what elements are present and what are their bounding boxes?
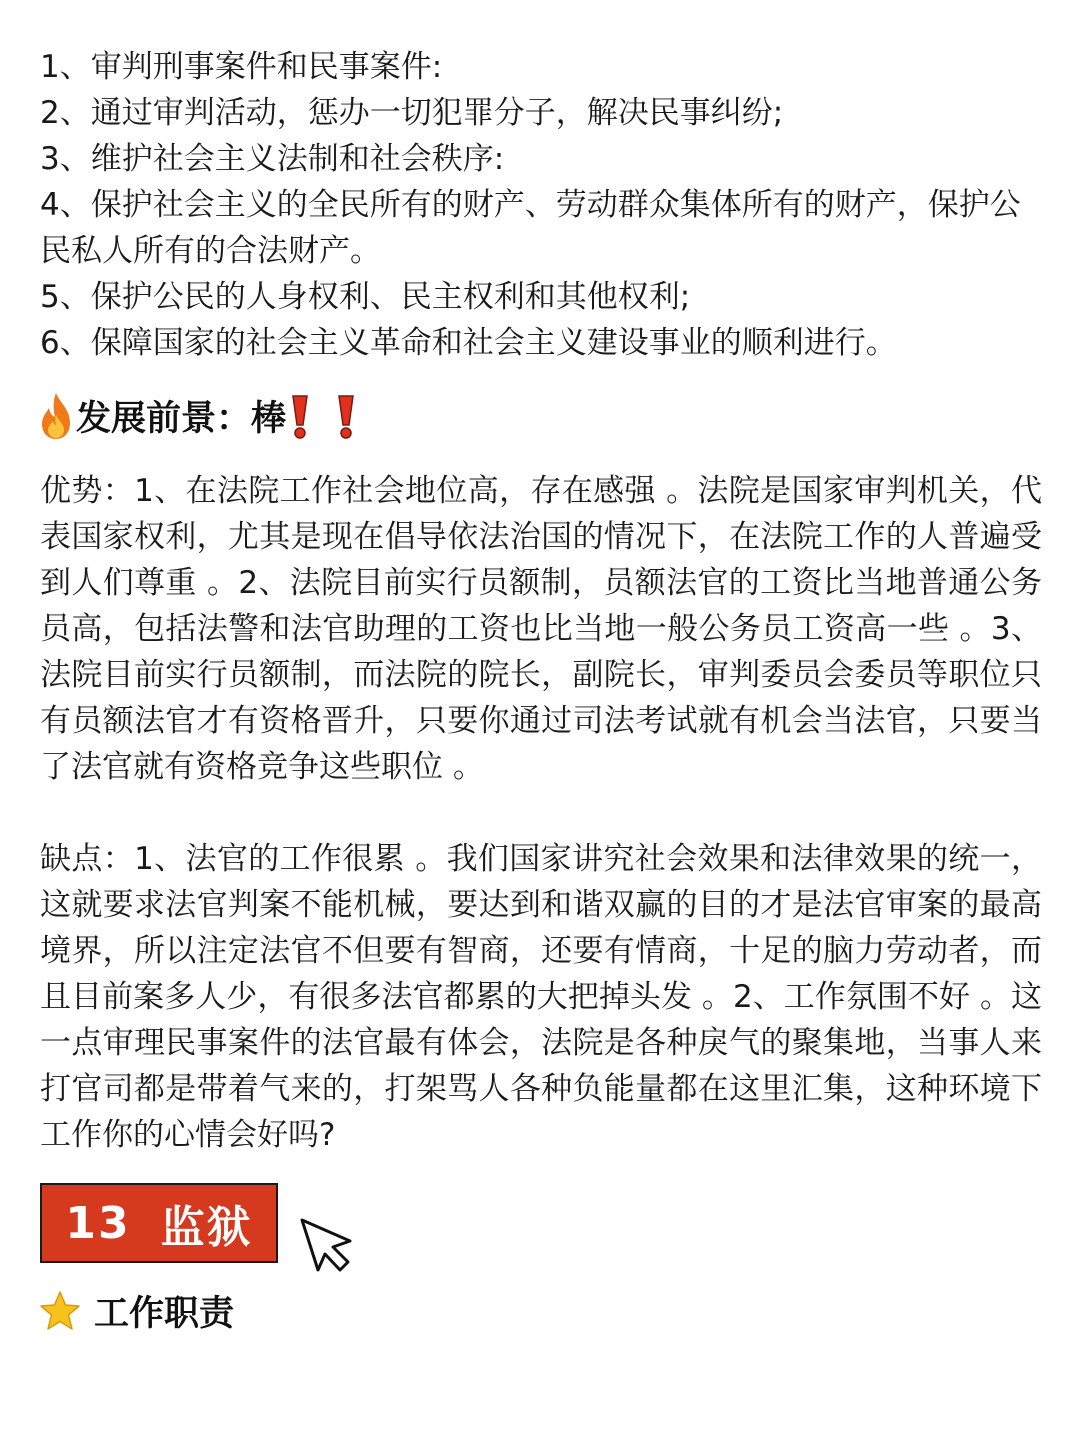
duties-sub-heading	[38, 1286, 234, 1336]
advantages-paragraph: 优势：1、在法院工作社会地位高，存在感强 。法院是国家审判机关，代表国家权利，尤其是现在倡导依法治国的情况下，在法院工作的人普遍受到人们尊重 。2、法院目前实行员额制，员额法官的工资比当地普通公务员高，包括法警和法官助理的工资也比当地一般公务员工资高一些 。3、法院目前实行员额制，而法院的院长，副院长，审判委员会委员等职位只有员额法官才有资格晋升，只要你通过司法考试就有机会当法官，只要当了法官就有资格竞争这些职位 。	[40, 473, 1042, 785]
section-badge	[40, 1183, 278, 1263]
list-item: 3、维护社会主义法制和社会秩序:	[40, 141, 505, 177]
fire-icon	[38, 391, 74, 441]
exclamation-icon	[336, 393, 356, 439]
list-item: 5、保护公民的人身权利、民主权利和其他权利;	[40, 279, 691, 315]
court-duties-list	[40, 44, 1040, 366]
section-title: 监狱	[160, 1202, 253, 1253]
disadvantages-paragraph: 缺点：1、法官的工作很累 。我们国家讲究社会效果和法律效果的统一，这就要求法官判案不能机械，要达到和谐双赢的目的才是法官审案的最高境界，所以注定法官不但要有智商，还要有情商，十足的脑力劳动者，而且目前案多人少，有很多法官都累的大把掉头发 。2、工作氛围不好 。这一点审理民事案件的法官最有体会，法院是各种戾气的聚集地，当事人来打官司都是带着气来的，打架骂人各种负能量都在这里汇集，这种环境下工作你的心情会好吗?	[40, 841, 1042, 1153]
section-number: 13	[65, 1197, 131, 1249]
prospects-heading	[38, 388, 356, 444]
cursor-arrow-icon	[298, 1216, 354, 1276]
list-item: 2、通过审判活动，惩办一切犯罪分子，解决民事纠纷;	[40, 95, 784, 131]
list-item: 6、保障国家的社会主义革命和社会主义建设事业的顺利进行。	[40, 325, 897, 361]
prospects-label: 发展前景：棒	[76, 399, 287, 439]
list-item: 4、保护社会主义的全民所有的财产、劳动群众集体所有的财产，保护公民私人所有的合法财产。	[40, 187, 1021, 269]
sub-heading-label: 工作职责	[94, 1294, 235, 1334]
star-icon	[38, 1289, 82, 1333]
exclamation-icon	[290, 393, 310, 439]
list-item: 1、审判刑事案件和民事案件:	[40, 49, 443, 85]
